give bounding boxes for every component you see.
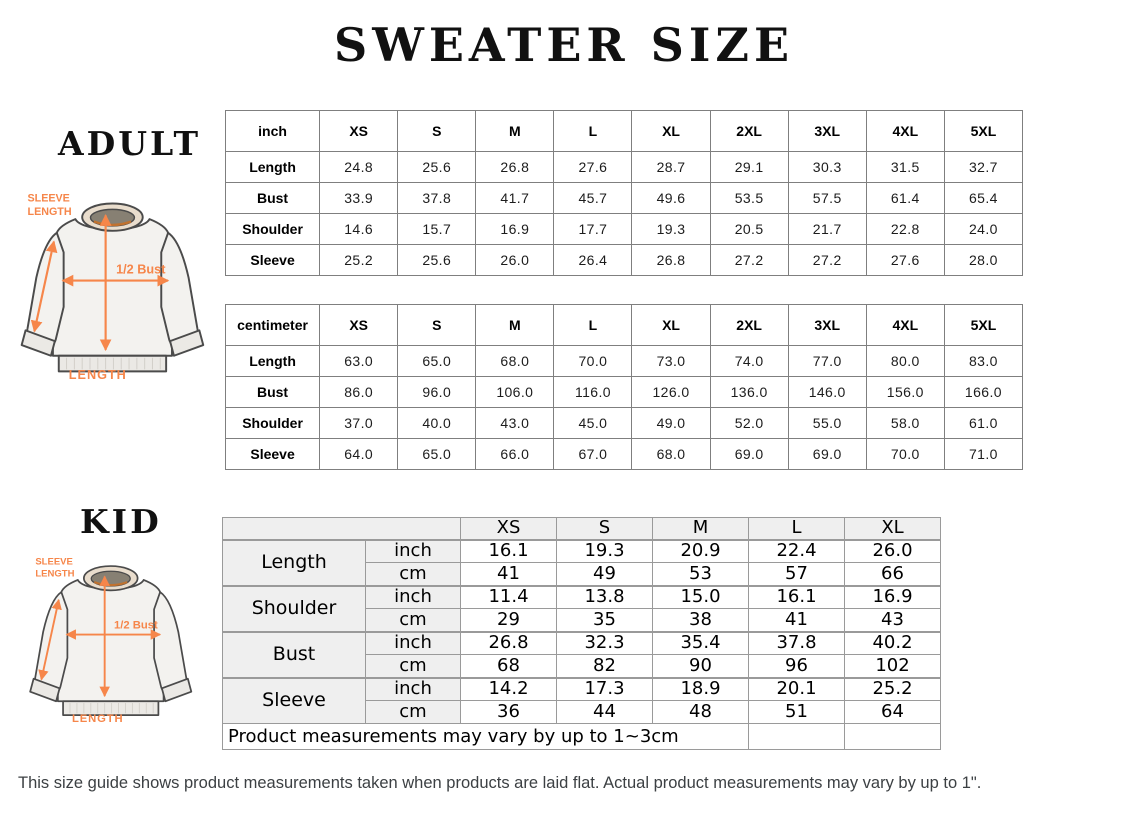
size-header-cell: 2XL <box>710 111 788 152</box>
table-row <box>226 346 1023 377</box>
unit-cell: cm <box>366 563 461 586</box>
size-header-cell: M <box>476 305 554 346</box>
value-cell: 19.3 <box>557 540 653 563</box>
value-cell: 37.8 <box>749 632 845 655</box>
value-cell: 28.0 <box>944 245 1022 276</box>
value-cell: 20.9 <box>653 540 749 563</box>
sweater-right-sleeve <box>161 233 197 345</box>
value-cell: 69.0 <box>710 439 788 470</box>
value-cell: 11.4 <box>461 586 557 609</box>
header-row <box>223 518 941 540</box>
value-cell: 41.7 <box>476 183 554 214</box>
value-cell: 71.0 <box>944 439 1022 470</box>
size-header-cell: 2XL <box>710 305 788 346</box>
row-label-cell: Bust <box>226 377 320 408</box>
size-header-cell: L <box>554 111 632 152</box>
length-label: LENGTH <box>68 368 127 383</box>
value-cell: 70.0 <box>554 346 632 377</box>
value-cell: 15.7 <box>398 214 476 245</box>
table-row <box>226 245 1023 276</box>
value-cell: 53 <box>653 563 749 586</box>
value-cell: 18.9 <box>653 678 749 701</box>
table-row <box>223 678 941 701</box>
value-cell: 28.7 <box>632 152 710 183</box>
size-header-cell: 3XL <box>788 111 866 152</box>
size-header-cell: L <box>554 305 632 346</box>
table-row <box>223 586 941 609</box>
value-cell: 51 <box>749 701 845 724</box>
table-row <box>226 439 1023 470</box>
value-cell: 52.0 <box>710 408 788 439</box>
value-cell: 16.1 <box>749 586 845 609</box>
unit-header-cell: inch <box>226 111 320 152</box>
value-cell: 20.5 <box>710 214 788 245</box>
row-label-cell: Sleeve <box>226 245 320 276</box>
value-cell: 64.0 <box>320 439 398 470</box>
sleeve-length-label-line2: LENGTH <box>35 568 75 580</box>
value-cell: 61.4 <box>866 183 944 214</box>
value-cell: 66.0 <box>476 439 554 470</box>
value-cell: 55.0 <box>788 408 866 439</box>
size-header-cell: 3XL <box>788 305 866 346</box>
value-cell: 29 <box>461 609 557 632</box>
adult-size-table-centimeter <box>225 304 1023 470</box>
value-cell: 68.0 <box>476 346 554 377</box>
value-cell: 26.0 <box>845 540 941 563</box>
value-cell: 45.0 <box>554 408 632 439</box>
table-row <box>226 152 1023 183</box>
value-cell: 41 <box>461 563 557 586</box>
value-cell: 68.0 <box>632 439 710 470</box>
value-cell: 26.8 <box>476 152 554 183</box>
value-cell: 38 <box>653 609 749 632</box>
size-header-cell: XS <box>461 518 557 540</box>
unit-cell: cm <box>366 701 461 724</box>
size-header-cell: S <box>398 111 476 152</box>
value-cell: 37.0 <box>320 408 398 439</box>
value-cell: 70.0 <box>866 439 944 470</box>
value-cell: 96.0 <box>398 377 476 408</box>
size-header-cell: M <box>653 518 749 540</box>
kid-table-note-cell: Product measurements may vary by up to 1~3cm <box>223 724 749 750</box>
value-cell: 15.0 <box>653 586 749 609</box>
value-cell: 27.6 <box>866 245 944 276</box>
value-cell: 74.0 <box>710 346 788 377</box>
adult-section-heading: ADULT <box>58 124 202 163</box>
sweater-left-sleeve <box>27 233 63 345</box>
value-cell: 35.4 <box>653 632 749 655</box>
value-cell: 25.2 <box>320 245 398 276</box>
unit-cell: inch <box>366 540 461 563</box>
value-cell: 65.4 <box>944 183 1022 214</box>
unit-cell: cm <box>366 609 461 632</box>
value-cell: 27.2 <box>788 245 866 276</box>
sweater-right-sleeve <box>154 592 186 691</box>
value-cell: 86.0 <box>320 377 398 408</box>
sleeve-length-label-line1: SLEEVE <box>35 556 73 568</box>
size-header-cell: L <box>749 518 845 540</box>
value-cell: 65.0 <box>398 439 476 470</box>
value-cell: 22.8 <box>866 214 944 245</box>
row-label-cell: Shoulder <box>226 408 320 439</box>
value-cell: 21.7 <box>788 214 866 245</box>
value-cell: 83.0 <box>944 346 1022 377</box>
value-cell: 16.9 <box>845 586 941 609</box>
value-cell: 27.6 <box>554 152 632 183</box>
value-cell: 66 <box>845 563 941 586</box>
value-cell: 58.0 <box>866 408 944 439</box>
empty-cell <box>749 724 845 750</box>
row-label-cell: Shoulder <box>226 214 320 245</box>
row-label-cell: Shoulder <box>223 586 366 632</box>
value-cell: 49.0 <box>632 408 710 439</box>
value-cell: 14.6 <box>320 214 398 245</box>
kid-size-table <box>222 517 941 750</box>
value-cell: 69.0 <box>788 439 866 470</box>
value-cell: 29.1 <box>710 152 788 183</box>
value-cell: 16.9 <box>476 214 554 245</box>
value-cell: 17.7 <box>554 214 632 245</box>
value-cell: 25.6 <box>398 152 476 183</box>
size-header-cell: XL <box>632 111 710 152</box>
sleeve-length-label-line2: LENGTH <box>27 206 72 219</box>
value-cell: 43 <box>845 609 941 632</box>
value-cell: 16.1 <box>461 540 557 563</box>
value-cell: 26.8 <box>632 245 710 276</box>
value-cell: 31.5 <box>866 152 944 183</box>
value-cell: 64 <box>845 701 941 724</box>
size-header-cell: S <box>398 305 476 346</box>
value-cell: 17.3 <box>557 678 653 701</box>
sweater-body <box>58 580 164 701</box>
unit-header-cell: centimeter <box>226 305 320 346</box>
value-cell: 61.0 <box>944 408 1022 439</box>
table-row <box>226 214 1023 245</box>
value-cell: 146.0 <box>788 377 866 408</box>
size-header-cell: XS <box>320 305 398 346</box>
length-label: LENGTH <box>72 713 124 726</box>
unit-cell: inch <box>366 678 461 701</box>
empty-cell <box>845 724 941 750</box>
value-cell: 24.8 <box>320 152 398 183</box>
value-cell: 41 <box>749 609 845 632</box>
value-cell: 166.0 <box>944 377 1022 408</box>
value-cell: 73.0 <box>632 346 710 377</box>
kid-section-heading: KID <box>80 502 162 541</box>
value-cell: 37.8 <box>398 183 476 214</box>
value-cell: 32.7 <box>944 152 1022 183</box>
value-cell: 65.0 <box>398 346 476 377</box>
value-cell: 40.0 <box>398 408 476 439</box>
value-cell: 49 <box>557 563 653 586</box>
value-cell: 32.3 <box>557 632 653 655</box>
size-header-cell: XS <box>320 111 398 152</box>
table-row <box>223 632 941 655</box>
value-cell: 90 <box>653 655 749 678</box>
table-row <box>223 540 941 563</box>
value-cell: 96 <box>749 655 845 678</box>
value-cell: 45.7 <box>554 183 632 214</box>
value-cell: 14.2 <box>461 678 557 701</box>
value-cell: 57.5 <box>788 183 866 214</box>
unit-cell: cm <box>366 655 461 678</box>
value-cell: 19.3 <box>632 214 710 245</box>
sweater-left-sleeve <box>35 592 67 691</box>
value-cell: 30.3 <box>788 152 866 183</box>
note-row <box>223 724 941 750</box>
value-cell: 26.0 <box>476 245 554 276</box>
row-label-cell: Bust <box>226 183 320 214</box>
value-cell: 35 <box>557 609 653 632</box>
value-cell: 106.0 <box>476 377 554 408</box>
page-title: SWEATER SIZE <box>333 18 795 72</box>
adult-sweater-illustration <box>8 182 213 387</box>
value-cell: 25.6 <box>398 245 476 276</box>
value-cell: 49.6 <box>632 183 710 214</box>
row-label-cell: Length <box>226 346 320 377</box>
value-cell: 156.0 <box>866 377 944 408</box>
value-cell: 33.9 <box>320 183 398 214</box>
unit-cell: inch <box>366 632 461 655</box>
header-row <box>226 111 1023 152</box>
value-cell: 40.2 <box>845 632 941 655</box>
header-row <box>226 305 1023 346</box>
table-row <box>226 183 1023 214</box>
row-label-cell: Sleeve <box>223 678 366 724</box>
size-header-cell: 4XL <box>866 305 944 346</box>
row-label-cell: Bust <box>223 632 366 678</box>
value-cell: 102 <box>845 655 941 678</box>
value-cell: 20.1 <box>749 678 845 701</box>
size-header-cell: M <box>476 111 554 152</box>
table-row <box>226 408 1023 439</box>
row-label-cell: Length <box>223 540 366 586</box>
value-cell: 13.8 <box>557 586 653 609</box>
value-cell: 116.0 <box>554 377 632 408</box>
size-header-cell: XL <box>845 518 941 540</box>
sweater-body <box>53 219 172 356</box>
value-cell: 63.0 <box>320 346 398 377</box>
adult-size-table-inch <box>225 110 1023 276</box>
value-cell: 44 <box>557 701 653 724</box>
value-cell: 67.0 <box>554 439 632 470</box>
size-header-cell: 5XL <box>944 111 1022 152</box>
value-cell: 80.0 <box>866 346 944 377</box>
table-row <box>226 377 1023 408</box>
unit-cell: inch <box>366 586 461 609</box>
value-cell: 25.2 <box>845 678 941 701</box>
size-header-cell: XL <box>632 305 710 346</box>
sleeve-length-label-line1: SLEEVE <box>27 192 70 205</box>
value-cell: 26.8 <box>461 632 557 655</box>
value-cell: 36 <box>461 701 557 724</box>
half-bust-label: 1/2 Bust <box>116 262 166 277</box>
value-cell: 24.0 <box>944 214 1022 245</box>
kid-sweater-illustration <box>18 547 200 729</box>
value-cell: 126.0 <box>632 377 710 408</box>
size-header-cell: 4XL <box>866 111 944 152</box>
size-header-cell: S <box>557 518 653 540</box>
value-cell: 68 <box>461 655 557 678</box>
value-cell: 82 <box>557 655 653 678</box>
corner-cell <box>223 518 461 540</box>
row-label-cell: Length <box>226 152 320 183</box>
size-guide-footnote: This size guide shows product measurements taken when products are laid flat. Actual product measurements may vary by up to 1". <box>18 774 982 792</box>
value-cell: 53.5 <box>710 183 788 214</box>
size-header-cell: 5XL <box>944 305 1022 346</box>
value-cell: 22.4 <box>749 540 845 563</box>
value-cell: 136.0 <box>710 377 788 408</box>
half-bust-label: 1/2 Bust <box>113 619 158 632</box>
row-label-cell: Sleeve <box>226 439 320 470</box>
value-cell: 43.0 <box>476 408 554 439</box>
value-cell: 27.2 <box>710 245 788 276</box>
value-cell: 57 <box>749 563 845 586</box>
value-cell: 48 <box>653 701 749 724</box>
value-cell: 77.0 <box>788 346 866 377</box>
value-cell: 26.4 <box>554 245 632 276</box>
